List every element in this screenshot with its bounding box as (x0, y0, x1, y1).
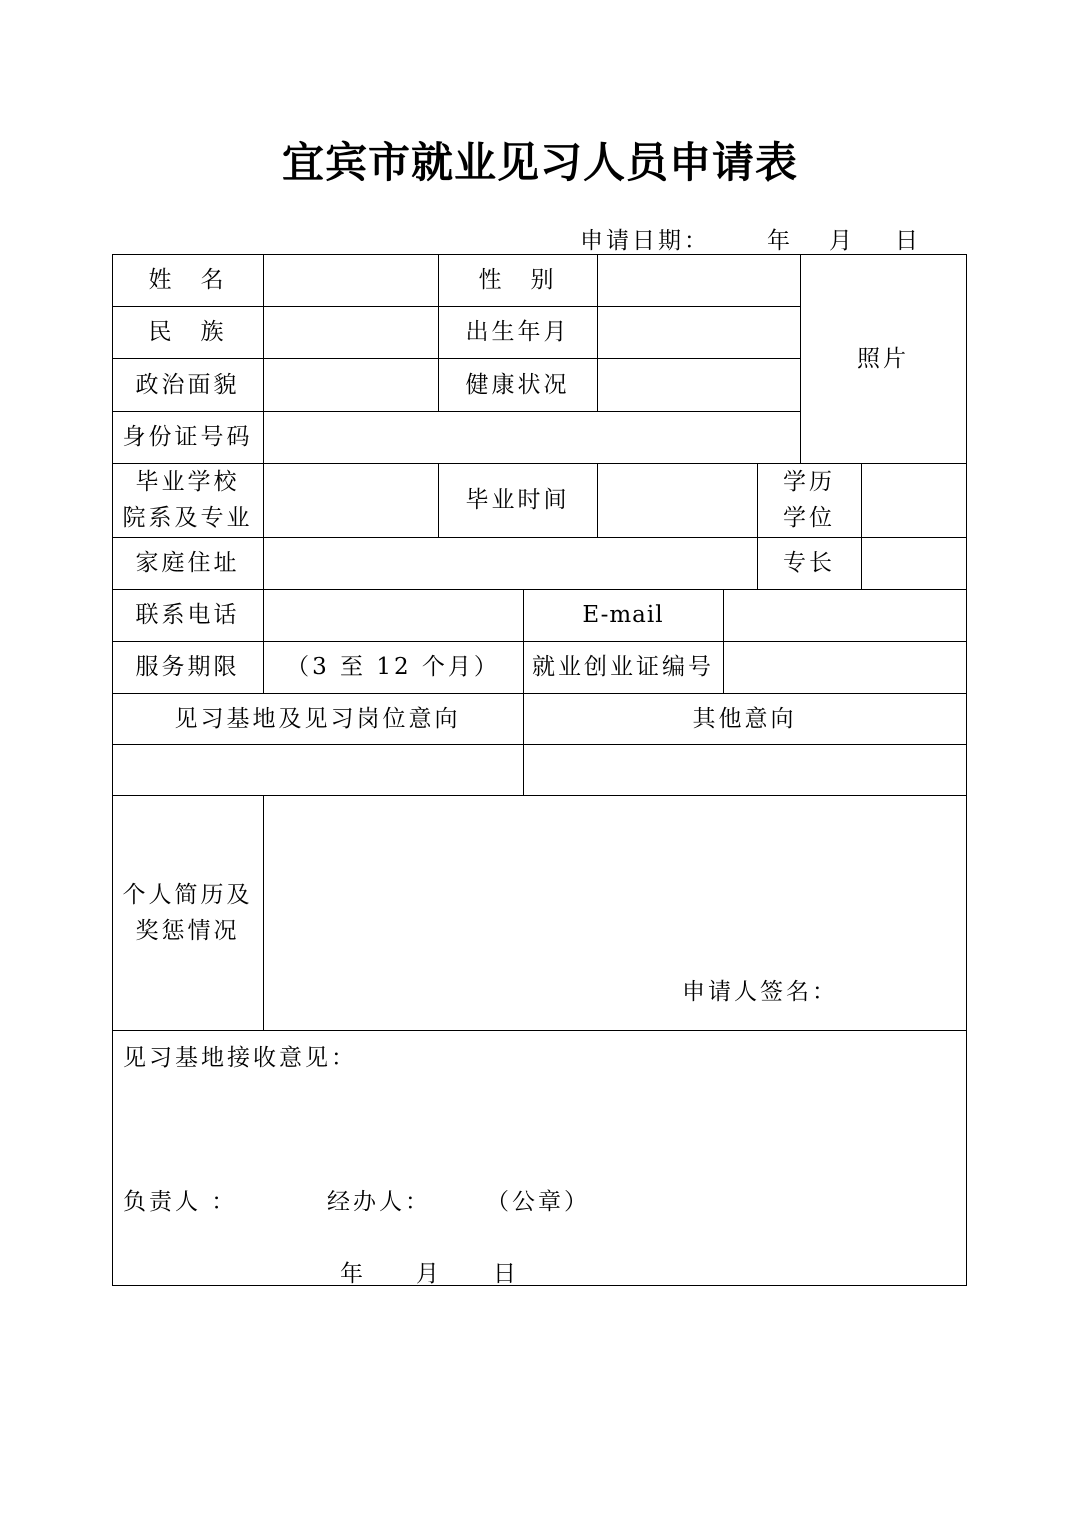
birth-date-label: 出生年月 (465, 319, 570, 345)
application-date-year: 年 (767, 228, 793, 254)
id-number-label: 身份证号码 (122, 424, 253, 450)
application-date-month: 月 (829, 228, 855, 254)
service-period-label: 服务期限 (135, 654, 240, 680)
other-intent-field[interactable] (523, 744, 966, 795)
opinion-date-month: 月 (416, 1261, 442, 1287)
base-intent-field[interactable] (112, 744, 523, 795)
handler-label: 经办人： (327, 1189, 431, 1215)
email-field[interactable] (723, 589, 966, 641)
table-border-right (966, 254, 967, 1286)
degree-label (757, 463, 861, 537)
degree-label-line1: 学历 (783, 469, 835, 495)
gender-label: 性 别 (478, 267, 557, 293)
email-label: E-mail (582, 602, 664, 628)
opinion-date-day: 日 (493, 1261, 519, 1287)
graduation-time-field[interactable] (597, 463, 757, 537)
ethnicity-field[interactable] (263, 306, 438, 358)
degree-field[interactable] (861, 463, 966, 537)
specialty-field[interactable] (861, 537, 966, 589)
phone-label: 联系电话 (135, 602, 240, 628)
resume-label-line2: 奖惩情况 (135, 917, 240, 944)
ethnicity-label: 民 族 (148, 319, 227, 345)
degree-label-line2: 学位 (783, 505, 835, 531)
home-address-label: 家庭住址 (135, 550, 240, 576)
official-seal-label: （公章） (486, 1189, 590, 1215)
photo-label: 照片 (857, 345, 909, 372)
school-major-field[interactable] (263, 463, 438, 537)
school-label-line1: 毕业学校 (135, 469, 240, 495)
base-opinion-label: 见习基地接收意见： (123, 1045, 357, 1071)
resume-label-line1: 个人简历及 (122, 881, 253, 908)
service-period-hint: （3 至 12 个月） (286, 654, 500, 680)
health-status-field[interactable] (597, 358, 800, 411)
application-date-day: 日 (895, 228, 921, 254)
form-title: 宜宾市就业见习人员申请表 (281, 138, 798, 187)
political-status-field[interactable] (263, 358, 438, 411)
responsible-person-label: 负责人 ： (123, 1189, 238, 1215)
name-label: 姓 名 (148, 267, 227, 293)
application-form-table (112, 254, 967, 1286)
resume-field[interactable] (263, 795, 966, 1030)
graduation-time-label: 毕业时间 (465, 487, 570, 513)
id-number-field[interactable] (263, 411, 800, 463)
political-status-label: 政治面貌 (135, 371, 240, 398)
base-intent-label: 见习基地及见习岗位意向 (174, 705, 461, 732)
school-major-label (112, 463, 263, 537)
school-label-line2: 院系及专业 (122, 505, 253, 531)
specialty-label: 专长 (783, 550, 835, 576)
employment-cert-field[interactable] (723, 641, 966, 693)
resume-label (112, 795, 263, 1030)
other-intent-label: 其他意向 (692, 705, 797, 732)
opinion-date-year: 年 (340, 1261, 366, 1287)
service-period-field[interactable] (263, 641, 523, 693)
applicant-signature-label: 申请人签名： (682, 979, 838, 1005)
birth-date-field[interactable] (597, 306, 800, 358)
phone-field[interactable] (263, 589, 523, 641)
employment-cert-label: 就业创业证编号 (532, 654, 714, 680)
application-date-label: 申请日期： (580, 228, 710, 254)
health-status-label: 健康状况 (465, 371, 570, 398)
table-border-bottom (112, 1285, 967, 1286)
name-field[interactable] (263, 254, 438, 306)
photo-box[interactable] (800, 254, 966, 463)
home-address-field[interactable] (263, 537, 757, 589)
gender-field[interactable] (597, 254, 800, 306)
application-date-line (0, 222, 1080, 254)
